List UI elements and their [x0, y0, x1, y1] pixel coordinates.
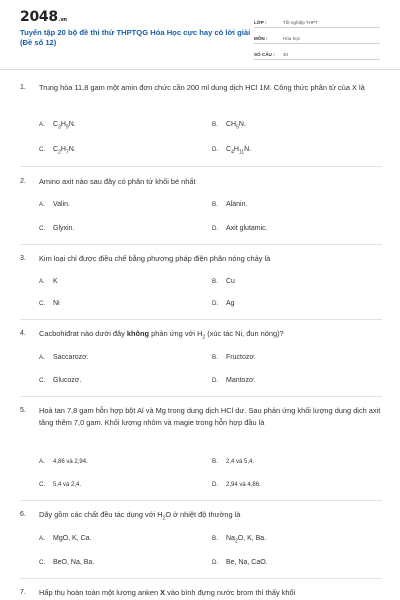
option-d[interactable]: D. Ag — [212, 300, 235, 307]
question-divider — [20, 319, 382, 320]
option-d[interactable]: D. 2,94 và 4,86. — [212, 481, 261, 488]
question-4 — [20, 328, 382, 343]
question-text: 4. Cacbohiđrat nào dưới đây không phản ứng với $H_2$ (xúc tác Ni, đun nóng)? — [20, 329, 284, 341]
emphasis: X — [160, 588, 166, 597]
exam-meta — [254, 14, 380, 62]
question-number: 7. — [20, 589, 26, 596]
option-c[interactable]: C. Ni — [39, 300, 60, 307]
option-a[interactable]: A. MgO, K, Ca. — [39, 535, 92, 542]
formula: $CH_5N$. — [226, 121, 246, 131]
question-number: 5. — [20, 407, 26, 414]
question-3 — [20, 253, 382, 265]
option-b[interactable]: B. Cu — [212, 278, 235, 285]
option-b[interactable]: B. $Na_2O$, K, Ba. — [212, 535, 267, 545]
option-d[interactable]: D. Be, Na, CaO. — [212, 559, 268, 566]
option-a[interactable]: A. K — [39, 278, 58, 285]
meta-row-count — [254, 46, 380, 60]
question-number: 6. — [20, 511, 26, 518]
formula: Dãy gồm các chất đều tác dụng với $H_2O$ ở nhiệt độ thường là — [39, 510, 241, 522]
meta-key: MÔN : — [254, 36, 268, 41]
question-divider — [20, 396, 382, 397]
option-a[interactable]: A. 4,86 và 2,94. — [39, 458, 88, 465]
question-divider — [20, 166, 382, 167]
option-b[interactable]: B. 2,4 và 5,4. — [212, 458, 255, 465]
question-text: 1. Trung hòa 11,8 gam một amin đơn chức cần 200 ml dung dịch HCl 1M. Công thức phân tử của X là — [20, 83, 365, 92]
option-b[interactable]: B. $CH_5N$. — [212, 121, 246, 131]
question-divider — [20, 500, 382, 501]
header-divider — [0, 69, 400, 70]
formula: $C_3H_9N$. — [53, 121, 76, 131]
meta-value: Tốt nghiệp THPT — [283, 20, 318, 25]
site-logo[interactable]: 2048.vn — [20, 9, 67, 25]
option-d[interactable]: D. Mantozơ. — [212, 377, 256, 384]
option-c[interactable]: C. 5,4 và 2,4. — [39, 481, 82, 488]
question-divider — [20, 244, 382, 245]
formula: phản ứng với $H_2$ (xúc tác Ni, đun nóng)? — [151, 329, 284, 341]
option-c[interactable]: C. Glyxin. — [39, 225, 75, 232]
question-1 — [20, 82, 382, 94]
meta-row-class — [254, 14, 380, 28]
meta-row-subject — [254, 30, 380, 44]
question-number: 3. — [20, 255, 26, 262]
question-number: 2. — [20, 178, 26, 185]
meta-value: Hóa học — [283, 36, 301, 41]
formula: $C_2H_7N$. — [53, 146, 76, 156]
question-number: 1. — [20, 84, 26, 91]
question-text: 2. Amino axit nào sau đây có phân tử khối bé nhất — [20, 177, 196, 186]
option-d[interactable]: D. Axit glutamic. — [212, 225, 268, 232]
option-c[interactable]: C. BeO, Na, Ba. — [39, 559, 95, 566]
option-a[interactable]: A. Saccarozơ. — [39, 354, 89, 361]
question-number: 4. — [20, 330, 26, 337]
option-a[interactable]: A. Valin. — [39, 201, 70, 208]
option-c[interactable]: C. $C_2H_7N$. — [39, 146, 76, 156]
question-text: 7. Hấp thụ hoàn toàn một lượng anken X vào bình đựng nước brom thì thấy khối — [20, 588, 296, 597]
question-text: 5. Hoà tan 7,8 gam hỗn hợp bột Al và Mg trong dung dịch HCl dư. Sau phản ứng khối lượng dung dịch axit tăng thêm 7,0 gam. Khối lượng nhôm và magie trong hỗn hợp đầu là — [20, 406, 381, 427]
question-text: 3. Kim loại chỉ được điều chế bằng phương pháp điện phân nóng chảy là — [20, 254, 271, 263]
question-5 — [20, 405, 382, 429]
document-header — [0, 0, 400, 68]
meta-key: SỐ CÂU : — [254, 52, 275, 57]
option-c[interactable]: C. Glucozơ. — [39, 377, 82, 384]
question-divider — [20, 578, 382, 579]
option-a[interactable]: A. $C_3H_9N$. — [39, 121, 76, 131]
exam-title: Tuyển tập 20 bộ đề thi thử THPTQG Hóa Học cực hay có lời giải (Đề số 12) — [20, 28, 251, 47]
option-b[interactable]: B. Alanin. — [212, 201, 248, 208]
formula: $C_4H_{11}N$. — [226, 146, 252, 156]
option-d[interactable]: D. $C_4H_{11}N$. — [212, 146, 252, 156]
question-2 — [20, 176, 382, 188]
meta-value: 40 — [283, 52, 289, 57]
option-b[interactable]: B. Fructozơ. — [212, 354, 256, 361]
question-7 — [20, 587, 382, 599]
emphasis: không — [126, 329, 150, 338]
question-6 — [20, 509, 382, 524]
meta-key: LỚP : — [254, 20, 267, 25]
formula: $Na_2O$, K, Ba. — [226, 535, 267, 545]
question-text — [20, 509, 382, 524]
